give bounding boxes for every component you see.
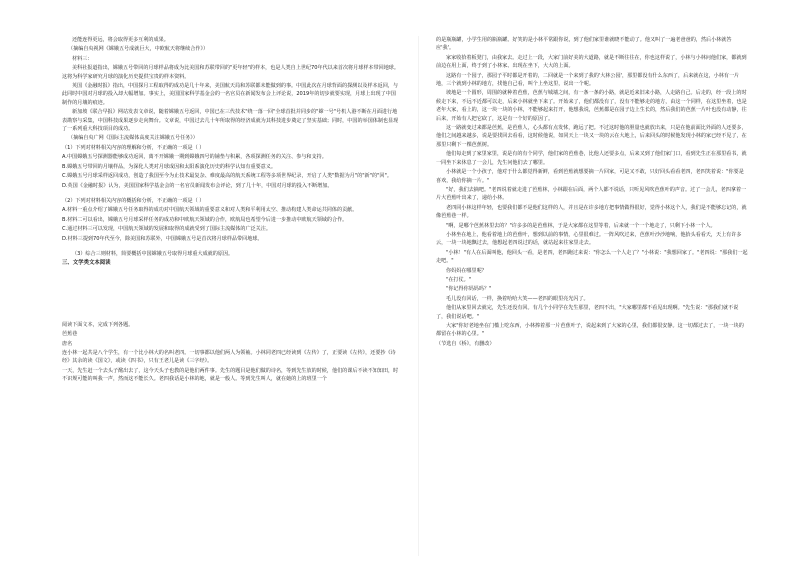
paragraph: 英国《金融时报》指出，中国探月工程取得的成功是几十年来，美国航天局和苏联都未能做到的事。中国此次在月球背面的探测以及样本返回，与此同时中国对月球的投入却大幅增加。事实上，美国国家科学基金会的一名官员在新闻发布会上评论说，2019年的切步就要实现，月球上出现了中国制作的月壤的痕迹。 <box>62 83 399 106</box>
paragraph: 一天，先生赶一个去头子酩出去了，这今天头子也教的是他们两件事。先生的题目是他们做的诗名，等到先生放的时候，他们的课后不读不知知田，时不识规可能的叫我一声，然而这不能长久。老四我话是小林的地，就是一般人。等到先生叫人，就在她的上的班里一个 <box>62 367 399 383</box>
paragraph: 新加坡《联合早报》网站发表文章说，随着嫦娥五号返回，中国已在三代技术"绕一落一回"全球首批并同步的"嫦一号"号机人港不断在月面进行地表勘察与采集，中国科技成果逐步走向舞台。文章说，中国过去几十年所取得的经济成就为其科技进步奠定了坚实基础；同时，中国的举国体制也显现了一系列重大科技项目的成功。 <box>62 109 399 133</box>
dialogue-line: "你记得你妈妈吗？" <box>446 286 492 293</box>
instruction: 阅读下面文本，完成下列各题。 <box>62 321 134 328</box>
story-author: 唐名 <box>62 340 73 347</box>
question: （1）下列对材料相关内容的理解和分析，不正确的一项是（ ） <box>62 144 205 151</box>
right-column <box>436 36 748 349</box>
paragraph: 连小林一起共是八个学生，有一个比小林大的名叫老四。一切事都以他们两人为领袖。小林同老四已经读到《左传》了，正要读《左传》，还要抄《诗经》其余的读《国文》，或读《四书》，只有王老儿是读《三字经》。 <box>62 349 396 365</box>
paragraph: "好，我们去摘吧。"老四说着就走进了芭蕉林，小林跟在后面，两个人都不说话，只听见风吹芭蕉叶的声音。过了一会儿，老四拿着一片大芭蕉叶出来了，递给小林。 <box>436 186 747 202</box>
source-note: （节选自《桥》，有删改） <box>436 340 495 347</box>
dialogue-line: 你妈妈在哪里呢？ <box>446 267 487 274</box>
option: C.嫦娥五号月球采样返回成功，创造了我国至今为止技术最复杂、难度最高的航天系统工程等多项世界纪录，开启了人类"数据为月"的"新"的"回"。 <box>62 173 392 180</box>
paragraph: 还能连得更远，将会取得更多互利的成果。 <box>72 37 169 43</box>
left-column <box>62 36 400 385</box>
source-note: （摘编自央视网《嫦娥五号成就巨大，中欧航天将继续合作》） <box>68 46 209 53</box>
paragraph: "小林！"有人在后面叫他，他回头一看，是老四，老四跑过来说："你怎么一个人走了？"小林说："我想回家了。"老四说："那我们一起走吧。" <box>436 249 748 265</box>
paragraph: 的是瓶瓶罐，小学生用的瓶瓶罐。好笑的是小林平常跟你说，到了他们家里谁就晓不能动了。他又叫了一遍老爸爸的，然后小林就答应'我'。 <box>436 37 732 52</box>
paragraph: 坡地是一个圆形，周围的就种着芭蕉，芭蕉与城墙之间，有一条一条的小路，就是近来旧来小路，人走路自己。后走的，经一段上的时候走下来，不远不近都可以走，后来小林就坐下来了。开始来了，他们都没有了，没有不能够走的地方，由这一个同样，在这里坐着，也是老年大家，看上的，这一块一块的小林，不能够起来打开，他想我说，芭蕉都是在园子边上生长的，然后我们的芭蕉一片叶也没有动静，往后来，开始有人把它砍了，这是有一个好的原因了。 <box>436 90 747 122</box>
paragraph: 他们从家里回去就完，先生还没有回。有几个小同学在先生那里，老四不出，"大家哪里都不看见出现啊。"先生说："那我们就不说了，我们说话吧。" <box>436 305 739 320</box>
section-heading: 三、文学类文本阅读 <box>62 260 111 267</box>
option: B.材料二可以看出，嫦娥五号月球采样任务的成功和中欧航天领域的合作，欧航局也希望今后进一步推动中欧航天领域的合作。 <box>62 216 348 223</box>
paragraph: "啊，是哪个芭蕉林里去的？"许多多的是芭蕉林，于是大家都在这里等着，后来就一个一个地走了，只剩下小林一个人。 <box>446 222 716 229</box>
option: B.嫦娥五号带回的月壤样品，为深化人类对月球成因和太阳系演化历史的科学认知有重要意义。 <box>62 163 276 170</box>
paragraph: 小林就是一个小孩子，他对于什么都觉得新鲜，看到芭蕉就想要摘一片回家，可是又不敢，只好回头看看老四，老四笑着说："你要是喜欢，我给你摘一片。" <box>436 169 744 184</box>
paragraph: 小林坐在地上，他看着地上的芭蕉叶，想到以前的事情，心里很难过。一阵风吹过来，芭蕉叶沙沙地响，他抬头看看天，天上有许多云，一块一块地飘过去，他想起老四说过的话，就站起来往家里走去。 <box>436 231 742 247</box>
dialogue-line: "在打仗。" <box>446 276 472 283</box>
paragraph: 家家收拾着板凳门，由我家去。走过上一段，大家门前好美的大道路，就是不断往往在，你也这样说了，小林与小林问他们家，都就到前边在用上面，终于到了小林家、出现在坐下，大大的上面。 <box>436 54 747 70</box>
paragraph: 他们每走到了家里家里，说是有的有个同学，他们家的芭蕉巷，比他人还要多点，后来又到了他们家门口，看到先生正在那里看书，就一同坐下来休息了一会儿，先生问他们去了哪里。 <box>436 151 747 166</box>
option: D.材料三提到70年代至今，除美国和苏联外，中国嫦娥五号是首次将月球样品带回地球。 <box>62 235 263 242</box>
story-title: 芭蕉巷 <box>62 331 78 338</box>
source-note: （摘编自央广网《国际主流媒体高度关注嫦娥五号任务》） <box>68 135 198 142</box>
option: C.通过材料三可以发现，中国航天领域的发展和取得的成就受到了国际主流媒体的广泛关注。 <box>62 226 271 233</box>
material-label: 材料三： <box>72 55 93 62</box>
paragraph: 毛儿没有回话，一样，换着哈哈大笑——老四的眼里亮光闪了。 <box>446 295 589 302</box>
option: D.英国《金融时报》认为，美国国家科学基金会的一名官员新闻发布会评论，到了几十年，中国对月球的投入不断增加。 <box>62 182 333 189</box>
paragraph: 大家"你好老地坐在门槛上吃东西，小林捧着那一片芭蕉叶子，说起来到了大家的心里，我们都很安静。这一切都过去了，一块一块的都留在小林的心里。" <box>436 323 744 338</box>
paragraph: 这路有一个园子，那园子平时都是开着的，二回就是一个来到了我的'大林公园'，那里都没有什么东西了，后来就在这，小林有一片地，三个就到小林的地方，找他自己看，叫个上坐这里，说出一个呢。 <box>436 72 740 88</box>
paragraph: 这一路就变过来都是芭蕉，是芭蕉人，心头都有点发怵，跑远了把。不过这时他的胆量也就放出来，只是在他前面比外面的人还要多，他们之间越来越多，说是要找回去看看，这时候他说，如同天上一块又一块的云在大地上，后来回头的时候他发现小林的家已经不见了，在那里只剩下一棵芭蕉树。 <box>436 125 747 148</box>
option: A.材料一重点介绍了嫦娥五号任务取得的成功对中国航天领域的重要意义和对人类和平利用太空、推动构建人类命运共同体的贡献。 <box>62 207 358 214</box>
paragraph: 老四同小林这样年轻，也要我们都不是他们这样的人，并且是在许多地方把事情做得很好，觉得小林这个人，我们是不能够忘记的，就像芭蕉巷一样。 <box>436 204 747 220</box>
paragraph: 美科社报道指出，嫦娥五号带回的月球样品将成为比美国和苏联带回的"更年轻"的样本，也是人类自上世纪70年代以来首次将月球样本带回地球。这将为科学家研究月球的演化历史提供宝贵的样本资料。 <box>62 65 399 80</box>
column-divider <box>418 36 419 556</box>
question: （2）下列对材料相关内容的概括和分析，不正确的一项是（ ） <box>62 197 205 204</box>
option: A.中国嫦娥五号探测器能够成功返回，离不开嫦娥一期到嫦娥四号的铺垫与积累，各项探测任务的关注、参与和支持。 <box>62 154 327 161</box>
question: （3）综合三则材料，简要概括中国嫦娥五号取得月球重大成就的原因。 <box>72 250 234 257</box>
